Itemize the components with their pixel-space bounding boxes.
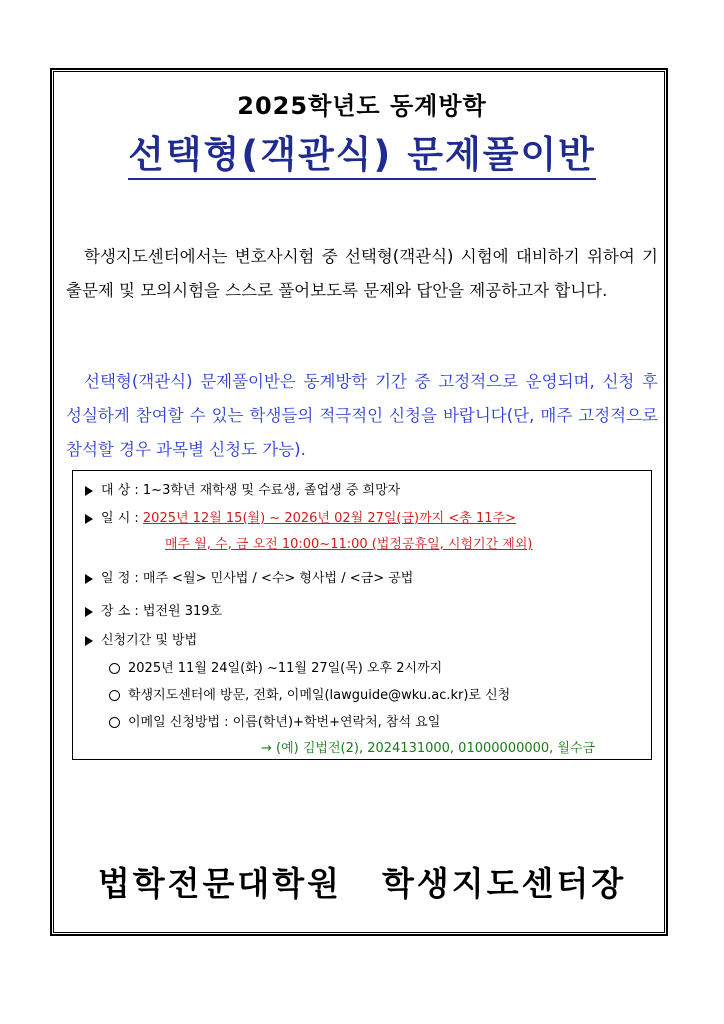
- target-label: 대 상 :: [101, 483, 139, 498]
- apply-item: [109, 684, 510, 703]
- place-row: [85, 600, 222, 619]
- triangle-bullet-icon: [85, 574, 93, 584]
- apply-item-text: 2025년 11월 24일(화) ~11월 27일(목) 오후 2시까지: [128, 661, 443, 676]
- operation-paragraph: 선택형(객관식) 문제풀이반은 동계방학 기간 중 고정적으로 운영되며, 신청 후 성실하게 참여할 수 있는 학생들의 적극적인 신청을 바랍니다(단, 매주 고정적으로 참석할 경우 과목별 신청도 가능).: [66, 372, 658, 459]
- period-label: 일 시 :: [101, 511, 139, 526]
- schedule-row: [85, 567, 413, 586]
- apply-label: 신청기간 및 방법: [101, 633, 198, 648]
- info-box: [72, 470, 652, 760]
- apply-item-text: 이메일 신청방법 : 이름(학년)+학번+연락처, 참석 요일: [128, 715, 441, 730]
- period-detail: 매주 월, 수, 금 오전 10:00~11:00 (법정공휴일, 시험기간 제외): [165, 537, 533, 552]
- period-value: 2025년 12월 15(월) ~ 2026년 02월 27일(금)까지 <총 11주>: [142, 511, 516, 526]
- signature-footer: [0, 858, 724, 905]
- target-row: [85, 479, 400, 498]
- example-line: → (예) 김법전(2), 2024131000, 01000000000, 월수금: [261, 741, 596, 756]
- circle-bullet-icon: [109, 717, 120, 728]
- footer-org: 법학전문대학원: [97, 864, 342, 903]
- target-value: 1~3학년 재학생 및 수료생, 졸업생 중 희망자: [142, 483, 401, 498]
- footer-dept: 학생지도센터장: [382, 864, 627, 903]
- apply-item-text: 학생지도센터에 방문, 전화, 이메일(lawguide@wku.ac.kr)로 신청: [128, 688, 511, 703]
- schedule-label: 일 정 :: [101, 571, 139, 586]
- notice-title: [0, 124, 724, 178]
- notice-subtitle: 2025학년도 동계방학: [237, 92, 487, 120]
- triangle-bullet-icon: [85, 486, 93, 496]
- period-detail-row: [165, 533, 532, 552]
- place-value: 법전원 319호: [142, 604, 223, 619]
- triangle-bullet-icon: [85, 607, 93, 617]
- circle-bullet-icon: [109, 690, 120, 701]
- schedule-value: 매주 <월> 민사법 / <수> 형사법 / <금> 공법: [142, 571, 414, 586]
- apply-item: [109, 711, 440, 730]
- place-label: 장 소 :: [101, 604, 139, 619]
- apply-row: [85, 629, 197, 648]
- period-row: [85, 507, 516, 526]
- circle-bullet-icon: [109, 663, 120, 674]
- apply-item: [109, 657, 442, 676]
- intro-paragraph: 학생지도센터에서는 변호사시험 중 선택형(객관식) 시험에 대비하기 위하여 기출문제 및 모의시험을 스스로 풀어보도록 문제와 답안을 제공하고자 합니다.: [66, 247, 658, 300]
- triangle-bullet-icon: [85, 514, 93, 524]
- triangle-bullet-icon: [85, 636, 93, 646]
- notice-title-text: 선택형(객관식) 문제풀이반: [128, 133, 596, 180]
